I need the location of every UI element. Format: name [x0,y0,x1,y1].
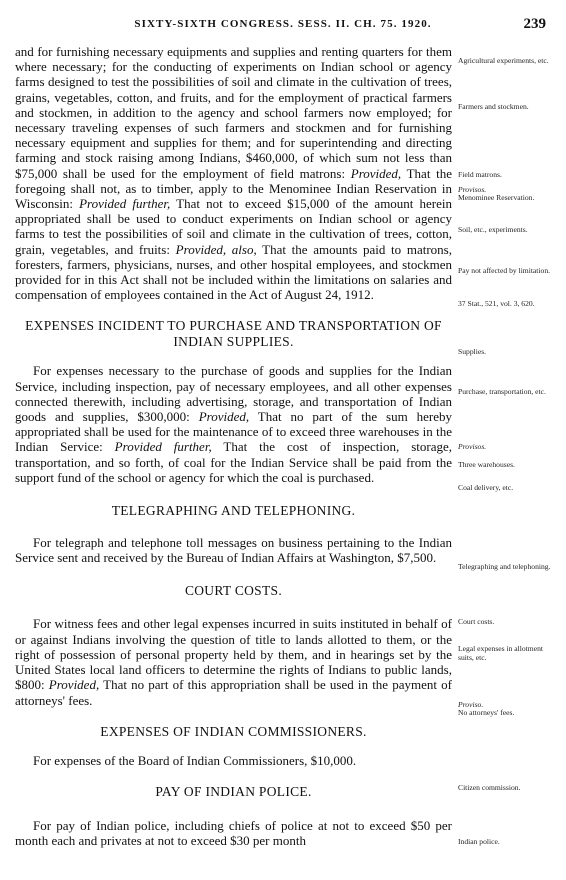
heading-court-costs: COURT COSTS. [184,582,283,598]
heading-telegraphing: TELEGRAPHING AND TELEPHONING. [111,503,356,519]
margin-note: Agricultural experiments, etc. [458,56,549,65]
paragraph-telegraph: For telegraph and telephone toll messages on business pertaining to the Indian Service sent and received by the Bureau of Indian Affairs at Washington, $7,500. [15,534,452,565]
margin-note: Menominee Reservation. [458,193,535,202]
main-text [15,44,452,848]
margin-note: Supplies. [458,347,487,356]
margin-note: Three warehouses. [458,460,515,469]
heading-indian-police: PAY OF INDIAN POLICE. [155,784,312,800]
page-number: 239 [523,16,546,32]
paragraph-court-costs: For witness fees and other legal expenses incurred in suits instituted in behalf of or against Indians involving the question of title to lands allotted to them, or the right of possession of personal property held by them, and in hearings set by the United States local land officers to determine the rights of Indians to public lands, $800: Provided, That no part of this appropriation shall be used in the payment of attorneys' fees. [15,616,452,708]
margin-note: Pay not affected by limitation. [458,266,551,275]
paragraph-supplies: For expenses necessary to the purchase of goods and supplies for the Indian Service, including inspection, pay of necessary employees, and all other expenses connected therewith, including advertising, storage, and transportation of Indian goods and supplies, $300,000: Provided, That no part of the sum hereby appropriated shall be used for the maintenance of to exceed three warehouses in the Indian Service: Provided further, That the cost of inspection, storage, transportation, and so forth, of coal for the Indian Service shall be paid from the support fund of the school or agency for which the coal is purchased. [15,363,453,485]
margin-note: Field matrons. [458,170,502,179]
margin-note: No attorneys' fees. [458,708,515,717]
margin-note: Coal delivery, etc. [458,483,514,492]
heading-indian-commissioners: EXPENSES OF INDIAN COMMISSIONERS. [100,723,367,739]
margin-note: Court costs. [458,617,495,626]
margin-note: Purchase, transportation, etc. [458,387,546,396]
paragraph-police: For pay of Indian police, including chiefs of police at not to exceed $50 per month each and privates at not to exceed $30 per month [15,817,452,849]
paragraph-commissioners: For expenses of the Board of Indian Commissioners, $10,000. [33,753,357,769]
page-header [0,16,566,36]
margin-note: Farmers and stockmen. [458,102,529,111]
margin-note: Proviso. [458,700,484,709]
margin-note: Telegraphing and telephoning. [458,562,551,571]
heading-purchase-transportation: EXPENSES INCIDENT TO PURCHASE AND TRANSPORTATION OF INDIAN SUPPLIES. [25,318,442,349]
margin-note: Citizen commission. [458,783,521,792]
margin-note: Provisos. [458,185,487,194]
margin-note: Legal expenses in allotment suits, etc. [458,644,543,662]
running-head: SIXTY-SIXTH CONGRESS. SESS. II. CH. 75. 1920. [134,18,432,30]
paragraph-agriculture: and for furnishing necessary equipments and supplies and renting quarters for them where necessary; for the conducting of experiments on Indian school or agency farms designed to test the possibilities of soil and climate in the cultivation of trees, grains, vegetables, cotton, and fruits, and for the employment of practical farmers and stockmen, in addition to the agency and school farmers now employed; for necessary traveling expenses of such farmers and stockmen and for furnishing necessary equipment and supplies for them; and for superintending and directing farming and stock raising among Indians, $460,000, of which sum not less than $75,000 shall be used for the employment of field matrons: Provided, That the foregoing shall not, as to timber, apply to the Menominee Indian Reservation in Wisconsin: Provided further, That not to exceed $15,000 of the amount herein appropriated shall be used to conduct experiments on Indian school or agency farms to test the possibilities of soil and climate in the cultivation of trees, cotton, grain, vegetables, and fruits: Provided, also, That the amounts paid to matrons, foresters, farmers, physicians, nurses, and other hospital employees, and stockmen provided for in this Act shall not be included within the limitations on salaries and compensation of employees contained in the Act of August 24, 1912. [15,44,453,303]
margin-note: Soil, etc., experiments. [458,225,528,234]
margin-note: 37 Stat., 521, vol. 3, 620. [458,299,535,308]
margin-note: Indian police. [458,837,500,846]
margin-note: Provisos. [458,442,487,451]
